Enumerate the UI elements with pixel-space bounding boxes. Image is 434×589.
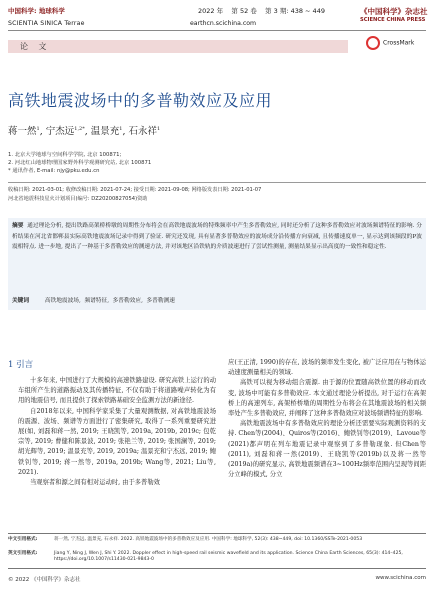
page-footer [8, 575, 426, 583]
author-affil-mark: 1,2* [74, 125, 85, 132]
affiliation: 1. 北京大学地球与空间科学学院, 北京 100871; [8, 152, 122, 158]
paragraph: 高铁可以视为移动组合震源. 由于源的位置随高铁位置的移动而改变, 波场中可能有多普勒效应. 本文通过理论分析提出, 对于运行在高架桥上的高速列车, 高架桥桥墩的周期性分布将会在其地震波场的相关频率处产生多普勒效应, 并阐释了这种多普勒效应对波场频谱特征的影响. [228, 379, 426, 418]
publisher-logo-cn: 《中国科学》杂志社 [360, 7, 428, 16]
citation-en-text: Jiang Y, Ning J, Wen J, Shi Y. 2022. Doppler effect in high-speed rail seismic wavefield and its application. Science China Earth Sciences, 65(3): 414–425, https://doi.org/10.1007/s11430-021-9843-0 [54, 551, 403, 562]
author-affil-mark: 1 [119, 125, 123, 132]
author-list: 蒋一然$^1$, 宁杰远$^{1,2*}$, 温景充$^1$, 石永祥$^1$ [8, 125, 161, 137]
abstract-label: 摘要 [12, 223, 24, 229]
abstract-text: 通过理论分析, 提出铁路高架桥桥墩的周期性分布将会在高铁地震波场的特殊频率中产生多普勒效应, 同时还分析了这种多普勒效应对波场频谱特征的影响. 分析结果在河北省邯郸县实际高铁地震波场记录中得到了验证. 研究还发现, 具有显著多普勒效应的波场成分沿传播方向衰减, 且传播速度单一, 显示达到该频段的P波震相特点. 进一步地, 提出了一种基于多普勒效应的测速方法, 并对该地区沿铁轨的介质波速进行了尝试性测量, 测量结果显示出高度的一致性和稳定性. [12, 223, 422, 250]
issue-pages: 第 3 期: 438 ~ 449 [265, 7, 325, 15]
affiliation: 2. 河北红山地球物理国家野外科学观测研究站, 北京 100871 [8, 160, 152, 166]
article-title: 高铁地震波场中的多普勒效应及应用 [8, 91, 273, 110]
author-name: 宁杰远 [45, 126, 75, 137]
citation-box [8, 533, 426, 569]
author-name: 石永祥 [128, 126, 158, 137]
corresponding-author[interactable]: * 通讯作者, E-mail: njy@pku.edu.cn [8, 168, 100, 174]
crossmark-icon [366, 36, 380, 50]
keywords: 关键词 高铁地震波场, 频谱特征, 多普勒效应, 多普勒测速 [12, 298, 175, 304]
publisher-logo [360, 6, 430, 23]
paragraph: 当观察者和源之间有相对运动时, 由于多普勒效 [30, 479, 160, 487]
body-column-left [18, 376, 216, 488]
paragraph: 应(王正清, 1990)的存在, 波场的频率发生变化, 被广泛应用在与物体运动速度测量相关的领域. [228, 359, 426, 377]
keywords-label: 关键词 [12, 298, 30, 304]
crossmark-label: CrossMark [383, 39, 415, 47]
divider [8, 182, 426, 183]
article-type-label: 论 文 [20, 42, 51, 51]
section-heading: 1 引言 [8, 360, 34, 370]
article-type-banner [8, 40, 348, 53]
abstract [12, 221, 422, 253]
journal-cn-name: 中国科学: 地球科学 [8, 7, 65, 15]
article-dates: 收稿日期: 2021-03-01; 收修改稿日期: 2021-07-24; 接受日期: 2021-09-08; 网络版发表日期: 2021-01-07 [8, 187, 262, 193]
footer-site-link[interactable]: www.scichina.com [375, 575, 426, 581]
volume: 第 52 卷 [231, 7, 257, 15]
keyword: 高铁地震波场 [44, 298, 79, 304]
citation-cn-label: 中文引用格式: [8, 537, 38, 542]
paragraph: 高铁地震波场中有多普勒效应的理论分析还需要实际观测资料的支持. Chen等(2004)、Quiros等(2016)、鲍铁钊等(2019)、Lavoue等(2021)都声明在列车地震记录中观察到了多普勒现象. 但Chen等(2011), 刘磊和蒋一然(2019)、王晓凯等(2019b)以及蒋一然等(2019a)的研究显示, 高铁地震频谱在3~100Hz频率范围内呈现等间距分立峰的模式, 分立 [228, 420, 426, 479]
header-divider [8, 30, 426, 31]
issue-info [198, 6, 325, 15]
keyword: 多普勒效应 [112, 298, 142, 304]
citation-en-label: 英文引用格式: [8, 551, 38, 556]
publisher-logo-en: SCIENCE CHINA PRESS [360, 17, 426, 23]
journal-en-name: SCIENTIA SINICA Terrae [8, 20, 85, 27]
crossmark-badge[interactable] [366, 36, 430, 50]
author-affil-mark: 1 [36, 125, 40, 132]
keyword: 频谱特征 [84, 298, 108, 304]
funding-note: 河北省地震科技星火计划项目(编号: DZ20200827054)资助 [8, 196, 148, 202]
paragraph: 自2018年以来, 中国科学家采集了大量观测数据, 对高铁地震波场的震源、波场、频谱等方面进行了密集研究, 取得了一系列重要研究进展(如, 刘磊和蒋一然, 2019; 王晓凯等, 2019a, 2019b, 2019c; 包乾宗等, 2019; 曹健和陈景波, 2019; 张艳兰等, 2019; 张国澜等, 2019; 胡光辉等, 2019; 温景充等, 2019, 2019a; 温景充和宁杰远, 2019; 鲍铁钊等, 2019; 蒋一然等, 2019a, 2019b; Wang等, 2021; Liu等, 2021). [18, 407, 216, 476]
paragraph: 十多年来, 中国进行了大规模的高速铁路建设. 研究高铁上运行的动车组所产生的道路振动及其传播特征, 不仅有助于将道路噪声转化为有用的地震信号, 而且提供了探索铁路基础安全监测方法的新途径. [18, 377, 216, 405]
author-name: 蒋一然 [8, 126, 37, 137]
keyword: 多普勒测速 [146, 298, 175, 304]
body-column-right [228, 358, 426, 480]
author-affil-mark: 1 [157, 125, 161, 132]
author-name: 温景充 [90, 126, 120, 137]
year: 2022 年 [198, 7, 224, 15]
journal-site[interactable]: earthcn.scichina.com [190, 20, 257, 27]
copyright: © 2022 《中国科学》杂志社 [8, 577, 81, 583]
citation-cn-text: 蒋一然, 宁杰远, 温景充, 石永祥. 2022. 高铁地震波场中的多普勒效应及应用. 中国科学: 地球科学, 52(3): 438~449, doi: 10.1360/SSTe-2021-0053 [54, 537, 363, 542]
